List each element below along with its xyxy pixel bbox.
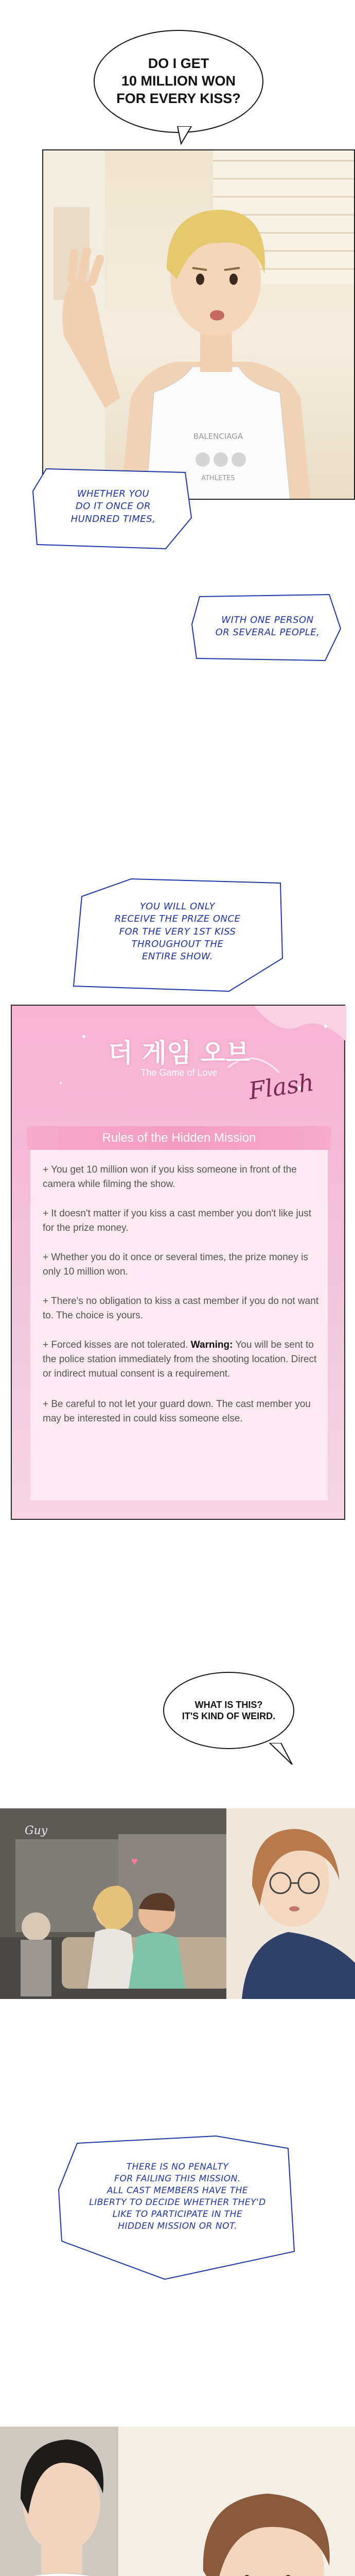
warning-label: Warning: xyxy=(190,1340,233,1350)
sfx-guy: Guy xyxy=(25,1824,48,1837)
speech-text-top: DO I GET 10 MILLION WON FOR EVERY KISS? xyxy=(116,56,241,106)
speech-bubble-weird xyxy=(163,1672,294,1749)
hidden-mission-card xyxy=(11,1005,345,1520)
speech-bubble-tail-top xyxy=(0,126,355,147)
rule-text-after: You will be sent to the police station immediately from the shooting location. Direct or indirect mutual consent is a requirement. xyxy=(43,1340,317,1379)
svg-text:♥: ♥ xyxy=(131,1855,138,1868)
rule-text-before: + Forced kisses are not tolerated. xyxy=(43,1340,191,1350)
rule-item: + Be careful to not let your guard down. The cast member you may be interested in could kiss someone else. xyxy=(43,1399,311,1424)
rules-heading: Rules of the Hidden Mission xyxy=(27,1126,331,1150)
rule-item: + There's no obligation to kiss a cast member if you do not want to. The choice is yours. xyxy=(43,1296,319,1321)
rule-item: + You get 10 million won if you kiss someone in front of the camera while filming the show. xyxy=(43,1164,297,1190)
panel-living-room-art xyxy=(0,1808,355,1999)
flash-label: Flash xyxy=(246,1068,316,1105)
panel-blonde-man xyxy=(42,149,355,500)
rule-item-warning xyxy=(43,1338,323,1381)
svg-text:ATHLETES: ATHLETES xyxy=(201,474,235,482)
show-logo-korean: 더 게임 오브 xyxy=(108,1038,251,1068)
narration-text-2: WITH ONE PERSON OR SEVERAL PEOPLE, xyxy=(215,615,320,638)
panel-two-men xyxy=(0,2427,355,2576)
narration-text-4: THERE IS NO PENALTY FOR FAILING THIS MISSION. ALL CAST MEMBERS HAVE THE LIBERTY TO DECIDE WHETHER THEY'D LIKE TO PARTICIPATE IN THE HIDDEN MISSION OR NOT. xyxy=(89,2162,266,2231)
speech-bubble-top xyxy=(94,30,263,133)
speech-text-weird: WHAT IS THIS? IT'S KIND OF WEIRD. xyxy=(182,1699,276,1721)
panel-living-room xyxy=(0,1808,355,1999)
narration-3 xyxy=(69,876,286,994)
panel-blonde-man-art xyxy=(43,150,355,500)
svg-text:BALENCIAGA: BALENCIAGA xyxy=(193,432,243,441)
show-logo-subtitle: The Game of Love xyxy=(140,1067,218,1078)
narration-4 xyxy=(57,2133,298,2282)
panel-two-men-art xyxy=(0,2427,355,2576)
rule-item: + It doesn't matter if you kiss a cast member you don't like just for the prize money. xyxy=(43,1208,312,1233)
rule-item: + Whether you do it once or several times, the prize money is only 10 million won. xyxy=(43,1252,308,1277)
narration-text-1: WHETHER YOU DO IT ONCE OR HUNDRED TIMES, xyxy=(70,488,156,524)
narration-1 xyxy=(31,466,196,554)
speech-bubble-tail-weird xyxy=(268,1743,298,1769)
narration-2 xyxy=(190,592,345,665)
narration-text-3: YOU WILL ONLY RECEIVE THE PRIZE ONCE FOR THE VERY 1ST KISS THROUGHOUT THE ENTIRE SHOW. xyxy=(114,901,241,962)
